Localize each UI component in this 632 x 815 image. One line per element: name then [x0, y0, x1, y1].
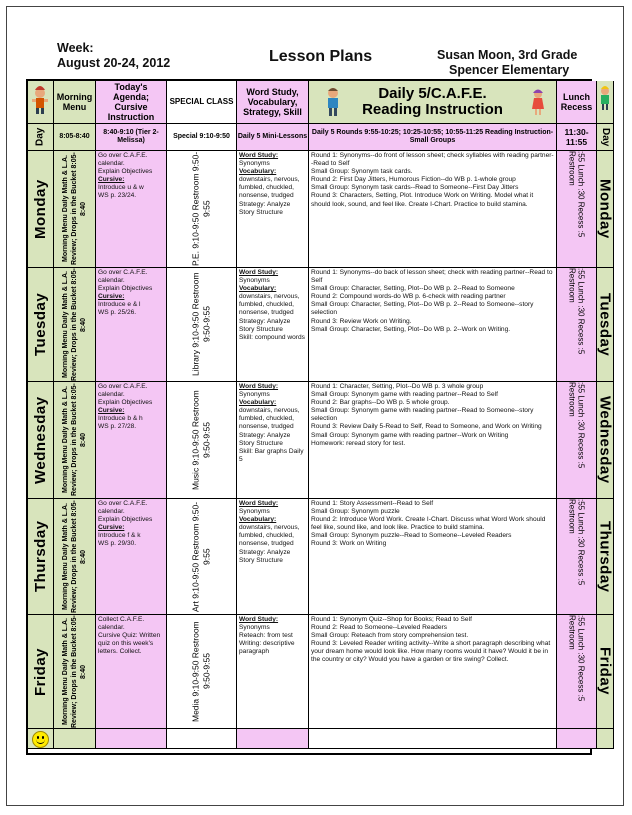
wordstudy-cell — [237, 615, 309, 729]
wordstudy-cell — [237, 499, 309, 615]
agenda-line: WS p. 23/24. — [98, 192, 137, 200]
daily5-line: Round 3: Leveled Reader writing activity--Write a short paragraph describing what your dream home would look like. How many rooms would it have? Would it be in the country or city? Would you have a garden or tire swing? Collect. — [311, 640, 551, 664]
morning-menu-text: Morning Menu Daily Math & L.A. Review; Drops in the Bucket 8:05-8:40 — [62, 500, 87, 613]
day-name: Tuesday — [32, 292, 49, 357]
agenda-line: Cursive: — [98, 407, 125, 415]
special-text: P.E. 9:10-9:50 Restroom 9:50-9:55 — [190, 151, 212, 267]
time-special: Special 9:10-9:50 — [167, 124, 237, 151]
lunch-text: :55 Lunch :30 Recess :5 Restroom — [567, 615, 586, 702]
lunch-cell — [557, 499, 597, 615]
daily5-line: Small Group: Synonym game with reading partner--Read to Self — [311, 391, 498, 399]
wordstudy-line: Skill: Bar graphs Daily 5 — [239, 447, 304, 463]
daily5-line: Small Group: Synonym task cards. — [311, 168, 413, 176]
agenda-line: Cursive: — [98, 176, 125, 184]
wordstudy-line: Reteach: from test — [239, 632, 293, 640]
col-daily5 — [309, 81, 557, 124]
daily5-line: Small Group: Reteach from story comprehension test. — [311, 632, 469, 640]
footer-cell — [96, 729, 167, 749]
day-name-left — [28, 268, 54, 382]
lunch-cell — [557, 615, 597, 729]
daily5-line: Small Group: Character, Setting, Plot--Do WB p. 2--Work on Writing. — [311, 325, 511, 333]
day-name-left — [28, 151, 54, 268]
agenda-cell — [96, 499, 167, 615]
week-header — [57, 41, 170, 71]
day-name: Thursday — [32, 520, 49, 593]
wordstudy-line: Synonyms — [239, 508, 270, 516]
day-name-right — [597, 499, 614, 615]
reader-icon — [323, 85, 343, 119]
daily5-title: Daily 5/C.A.F.E. — [378, 85, 487, 102]
time-daily5: Daily 5 Rounds 9:55-10:25; 10:25-10:55; 10:55-11:25 Reading Instruction-Small Groups — [309, 124, 557, 151]
special-text: Media 9:10-9:50 Restroom 9:50-9:55 — [190, 621, 212, 722]
daily5-cell — [309, 499, 557, 615]
daily5-line: Round 3: Review Daily 5-Read to Self, Read to Someone, and Work on Writing — [311, 423, 542, 431]
morning-menu-text: Morning Menu Daily Math & L.A. Review; Drops in the Bucket 8:05-8:40 — [62, 615, 87, 728]
child-icon — [28, 81, 52, 121]
daily5-line: Small Group: Character, Setting, Plot--Do WB p. 2--Read to Someone — [311, 285, 515, 293]
footer-cell — [54, 729, 96, 749]
wordstudy-line: Word Study: — [239, 500, 279, 507]
footer-cell — [237, 729, 309, 749]
daily5-cell — [309, 615, 557, 729]
daily5-subtitle: Reading Instruction — [362, 101, 503, 118]
agenda-line: Go over C.A.F.E. calendar. — [98, 269, 148, 285]
footer-cell — [167, 729, 237, 749]
day-name-right — [597, 151, 614, 268]
lunch-text: :55 Lunch :30 Recess :5 Restroom — [567, 268, 586, 355]
col-morning-menu: Morning Menu — [54, 81, 96, 124]
daily5-cell — [309, 268, 557, 382]
agenda-line: Cursive: — [98, 524, 125, 532]
day-label-left: Day — [28, 124, 54, 151]
day-name: Wednesday — [32, 396, 49, 484]
day-name-left — [28, 382, 54, 499]
daily5-line: Round 3: Characters, Setting, Plot. Introduce Work on Writing. Model what it should look, sound, and feel like. Create I-Chart. Practice to build stamina. — [311, 192, 534, 208]
time-lunch: 11:30- 11:55 — [557, 124, 597, 151]
wordstudy-line: Word Study: — [239, 269, 279, 276]
agenda-line: Cursive Quiz: Written quiz on this week's letters. Collect. — [98, 632, 161, 656]
agenda-line: Explain Objectives — [98, 516, 153, 524]
agenda-cell — [96, 268, 167, 382]
week-dates: August 20-24, 2012 — [57, 56, 171, 70]
wordstudy-line: downstairs, nervous, fumbled, chuckled, nonsense, trudged — [239, 176, 300, 200]
daily5-line: Small Group: Synonym puzzle — [311, 508, 400, 516]
wordstudy-line: Skill: compound words — [239, 333, 305, 341]
wordstudy-line: downstairs, nervous, fumbled, chuckled, nonsense, trudged — [239, 524, 300, 548]
agenda-line: WS p. 29/30. — [98, 540, 137, 548]
daily5-cell — [309, 382, 557, 499]
school-name: Spencer Elementary — [449, 63, 570, 77]
daily5-line: Small Group: Synonym task cards--Read to Someone--First Day Jitters — [311, 184, 519, 192]
morning-menu-cell — [54, 615, 96, 729]
agenda-line: Collect C.A.F.E. calendar. — [98, 616, 145, 632]
morning-menu-cell — [54, 268, 96, 382]
footer-cell — [597, 729, 614, 749]
day-label-right: Day — [597, 124, 614, 151]
agenda-line: Explain Objectives — [98, 399, 153, 407]
wordstudy-line: downstairs, nervous, fumbled, chuckled, nonsense, trudged — [239, 407, 300, 431]
wordstudy-line: Synonyms — [239, 624, 270, 632]
agenda-line: Go over C.A.F.E. calendar. — [98, 383, 148, 399]
special-cell — [167, 499, 237, 615]
page-title: Lesson Plans — [269, 48, 373, 65]
agenda-cell — [96, 382, 167, 499]
footer-cell — [557, 729, 597, 749]
teacher-header — [437, 48, 577, 78]
day-name-left — [28, 499, 54, 615]
daily5-line: Small Group: Synonym game with reading partner--Read to Someone--story selection — [311, 407, 534, 423]
wordstudy-line: Strategy: Analyze Story Structure — [239, 431, 291, 447]
special-cell — [167, 615, 237, 729]
lunch-cell — [557, 151, 597, 268]
wordstudy-line: downstairs, nervous, fumbled, chuckled, nonsense, trudged — [239, 293, 300, 317]
wordstudy-line: Synonyms — [239, 391, 270, 399]
morning-menu-cell — [54, 382, 96, 499]
agenda-line: Introduce f & k — [98, 532, 141, 540]
lunch-text: :55 Lunch :30 Recess :5 Restroom — [567, 499, 586, 586]
daily5-line: Round 1: Story Assessment--Read to Self — [311, 500, 434, 507]
col-special: SPECIAL CLASS — [167, 81, 237, 124]
special-cell — [167, 382, 237, 499]
wordstudy-line: Word Study: — [239, 383, 279, 390]
lunch-text: :55 Lunch :30 Recess :5 Restroom — [567, 151, 586, 238]
col-agenda: Today's Agenda; Cursive Instruction — [96, 81, 167, 124]
time-agenda: 8:40-9:10 (Tier 2-Melissa) — [96, 124, 167, 151]
agenda-line: Explain Objectives — [98, 168, 153, 176]
teacher-name: Susan Moon, 3rd Grade — [437, 48, 578, 62]
daily5-line: Homework: reread story for test. — [311, 439, 406, 447]
day-name-right — [597, 382, 614, 499]
daily5-line: Small Group: Synonym game with reading partner--Work on Writing — [311, 431, 509, 439]
footer-cell — [309, 729, 557, 749]
day-name: Friday — [32, 647, 49, 696]
kid-icon-right — [597, 81, 614, 124]
wordstudy-cell — [237, 268, 309, 382]
morning-menu-cell — [54, 151, 96, 268]
daily5-line: Round 1: Synonym Quiz--Shop for Books; Read to Self — [311, 616, 472, 623]
time-wordstudy: Daily 5 Mini-Lessons — [237, 124, 309, 151]
daily5-line: Round 1: Synonyms--do back of lesson sheet; check with reading partner--Read to Self — [311, 269, 553, 285]
special-text: Art 9:10-9:50 Restroom 9:50-9:55 — [190, 501, 212, 612]
day-name: Wednesday — [597, 396, 614, 484]
wordstudy-line: Writing: descriptive paragraph — [239, 640, 295, 656]
col-lunch: Lunch Recess — [557, 81, 597, 124]
daily5-line: Round 3: Work on Writing — [311, 540, 387, 548]
lesson-plan-table — [26, 79, 614, 755]
daily5-line: Round 2: First Day Jitters, Humorous Fiction--do WB p. 1-whole group — [311, 176, 516, 184]
daily5-line: Small Group: Character, Setting, Plot--Do WB p. 2--Read to Someone--story selection — [311, 301, 534, 317]
wordstudy-line: Word Study: — [239, 152, 279, 159]
wordstudy-line: Vocabulary: — [239, 399, 277, 407]
daily5-line: Round 2: Read to Someone--Leveled Readers — [311, 624, 447, 632]
day-name: Thursday — [597, 520, 614, 593]
special-text: Library 9:10-9:50 Restroom 9:50-9:55 — [190, 272, 212, 377]
wordstudy-line: Strategy: Analyze Story Structure — [239, 548, 291, 564]
special-cell — [167, 268, 237, 382]
lunch-text: :55 Lunch :30 Recess :5 Restroom — [567, 382, 586, 469]
daily5-cell — [309, 151, 557, 268]
daily5-line: Round 3: Review Work on Writing. — [311, 317, 412, 325]
time-morning: 8:05-8:40 — [54, 124, 96, 151]
wordstudy-line: Synonyms — [239, 160, 270, 168]
wordstudy-line: Strategy: Analyze Story Structure — [239, 317, 291, 333]
kid-icon-left — [28, 81, 54, 124]
wordstudy-line: Vocabulary: — [239, 168, 277, 176]
day-name-left — [28, 615, 54, 729]
wordstudy-cell — [237, 382, 309, 499]
agenda-line: Cursive: — [98, 293, 125, 301]
daily5-line: Round 1: Synonyms--do front of lesson sheet; check syllables with reading partner--Read to Self — [311, 152, 554, 168]
agenda-cell — [96, 615, 167, 729]
agenda-cell — [96, 151, 167, 268]
day-name-right — [597, 615, 614, 729]
lunch-cell — [557, 382, 597, 499]
morning-menu-text: Morning Menu Daily Math & L.A. Review; Drops in the Bucket 8:05-8:40 — [62, 152, 87, 266]
day-name: Monday — [32, 179, 49, 239]
wordstudy-cell — [237, 151, 309, 268]
girl-icon — [530, 87, 546, 117]
wordstudy-line: Word Study: — [239, 616, 279, 623]
special-text: Music 9:10-9:50 Restroom 9:50-9:55 — [190, 390, 212, 490]
footer-cell — [28, 729, 54, 749]
daily5-line: Round 2: Bar graphs--Do WB p. 5 whole group. — [311, 399, 450, 407]
day-name: Monday — [597, 179, 614, 239]
day-name: Tuesday — [597, 292, 614, 357]
agenda-line: Go over C.A.F.E. calendar. — [98, 152, 148, 168]
daily5-line: Round 2: Compound words-do WB p. 6-check with reading partner — [311, 293, 506, 301]
morning-menu-cell — [54, 499, 96, 615]
wordstudy-line: Synonyms — [239, 277, 270, 285]
day-name-right — [597, 268, 614, 382]
child-icon — [597, 81, 613, 121]
morning-menu-text: Morning Menu Daily Math & L.A. Review; Drops in the Bucket 8:05-8:40 — [62, 268, 87, 381]
agenda-line: Introduce e & l — [98, 301, 141, 309]
day-name: Friday — [597, 647, 614, 696]
special-cell — [167, 151, 237, 268]
week-label: Week: — [57, 41, 94, 55]
col-wordstudy: Word Study, Vocabulary, Strategy, Skill — [237, 81, 309, 124]
lunch-cell — [557, 268, 597, 382]
daily5-line: Small Group: Synonym puzzle--Read to Someone--Leveled Readers — [311, 532, 512, 540]
agenda-line: Introduce b & h — [98, 415, 143, 423]
agenda-line: Go over C.A.F.E. calendar. — [98, 500, 148, 516]
agenda-line: WS p. 25/26. — [98, 309, 137, 317]
agenda-line: Introduce u & w — [98, 184, 144, 192]
wordstudy-line: Vocabulary: — [239, 516, 277, 524]
agenda-line: WS p. 27/28. — [98, 423, 137, 431]
wordstudy-line: Strategy: Analyze Story Structure — [239, 200, 291, 216]
morning-menu-text: Morning Menu Daily Math & L.A. Review; Drops in the Bucket 8:05-8:40 — [62, 383, 87, 497]
daily5-line: Round 1: Character, Setting, Plot--Do WB p. 3 whole group — [311, 383, 484, 390]
smiley-icon — [32, 731, 49, 748]
agenda-line: Explain Objectives — [98, 285, 153, 293]
daily5-line: Round 2: Introduce Word Work. Create I-Chart. Discuss what Word Work should feel like, sound like, and look like. Practice to build stamina. — [311, 516, 546, 532]
wordstudy-line: Vocabulary: — [239, 285, 277, 293]
